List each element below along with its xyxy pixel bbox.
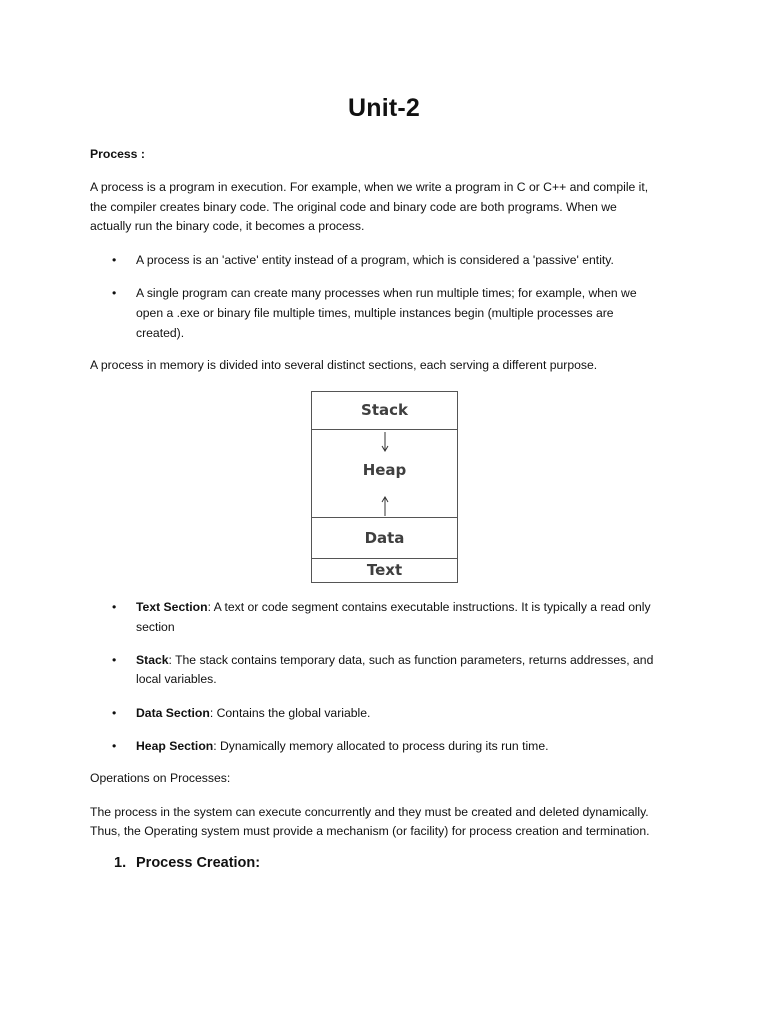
section-item-text-cont: section — [136, 620, 175, 634]
operations-line: The process in the system can execute concurrently and they must be created and deleted dynamically. — [90, 805, 649, 819]
arrow-up-icon — [380, 496, 390, 516]
bullet-marker: • — [112, 706, 117, 720]
section-term: Stack — [136, 653, 169, 667]
section-item-heap — [136, 737, 681, 757]
section-term: Data Section — [136, 706, 210, 720]
memory-intro: A process in memory is divided into several distinct sections, each serving a different purpose. — [90, 358, 598, 372]
diagram-heap-segment — [312, 430, 457, 518]
operations-label: Operations on Processes: — [90, 771, 231, 785]
section-term: Text Section — [136, 600, 208, 614]
diagram-stack-segment — [312, 392, 457, 430]
bullet-marker: • — [112, 600, 117, 614]
section-term: Heap Section — [136, 739, 214, 753]
diagram-text-segment — [312, 559, 457, 582]
bullet-item-line: open a .exe or binary file multiple times, multiple instances begin (multiple processes are — [136, 306, 614, 320]
section-item-data — [136, 704, 681, 724]
arrow-down-icon — [380, 432, 390, 452]
bullet-item: A process is an 'active' entity instead of a program, which is considered a 'passive' entity. — [136, 253, 614, 267]
operations-line: Thus, the Operating system must provide a mechanism (or facility) for process creation and termination. — [90, 824, 650, 838]
diagram-text-label: Text — [366, 561, 403, 579]
process-memory-diagram — [311, 391, 458, 583]
heading-text: Process Creation: — [136, 855, 261, 871]
intro-line: the compiler creates binary code. The original code and binary code are both programs. When we — [90, 200, 617, 214]
section-desc: : A text or code segment contains executable instructions. It is typically a read only — [207, 600, 651, 614]
intro-line: actually run the binary code, it becomes a process. — [90, 219, 365, 233]
diagram-data-label: Data — [364, 529, 405, 547]
process-label: Process : — [90, 147, 145, 161]
bullet-item-line: A single program can create many processes when run multiple times; for example, when we — [136, 286, 637, 300]
heading-number: 1. — [114, 855, 127, 871]
bullet-marker: • — [112, 253, 117, 267]
section-item-text — [136, 598, 681, 618]
diagram-stack-label: Stack — [361, 401, 408, 419]
section-heading-process-creation — [114, 855, 260, 871]
bullet-item-line: created). — [136, 326, 185, 340]
section-desc: : Contains the global variable. — [209, 706, 371, 720]
section-desc: : Dynamically memory allocated to process during its run time. — [213, 739, 549, 753]
section-item-stack-cont: local variables. — [136, 672, 217, 686]
section-desc: : The stack contains temporary data, such as function parameters, returns addresses, and — [168, 653, 654, 667]
page-title: Unit-2 — [347, 94, 421, 122]
bullet-marker: • — [112, 739, 117, 753]
diagram-data-segment — [312, 518, 457, 559]
diagram-heap-label: Heap — [362, 461, 407, 479]
section-item-stack — [136, 651, 681, 671]
bullet-marker: • — [112, 653, 117, 667]
intro-line: A process is a program in execution. For example, when we write a program in C or C++ and compile it, — [90, 180, 649, 194]
bullet-marker: • — [112, 286, 117, 300]
